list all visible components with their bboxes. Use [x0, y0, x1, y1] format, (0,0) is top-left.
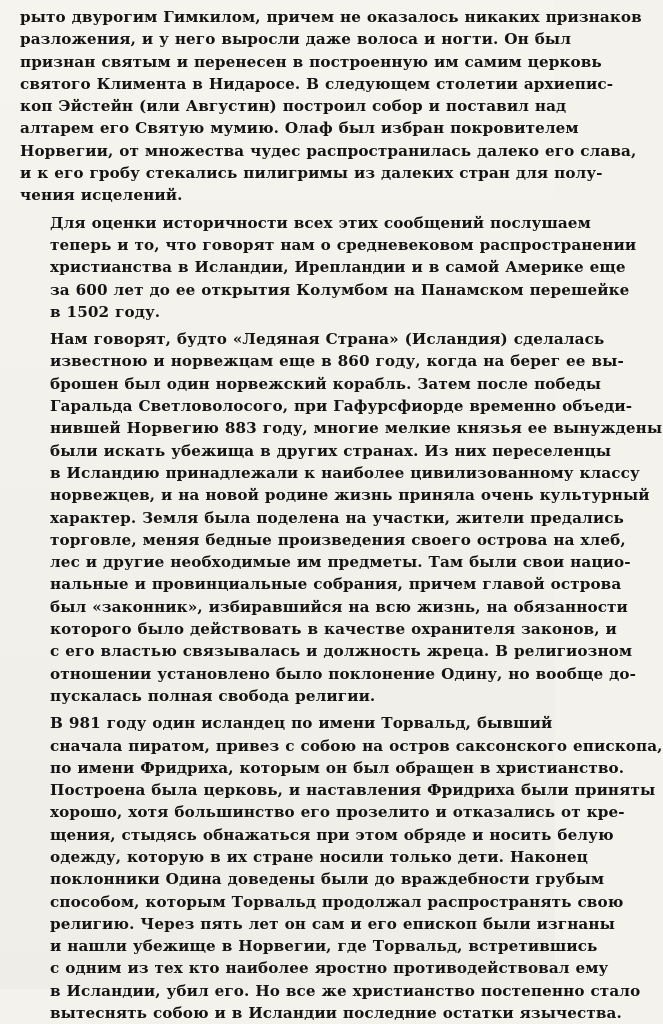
- text-line: щения, стыдясь обнажаться при этом обряде и носить белую: [50, 825, 614, 844]
- paragraph: [20, 212, 637, 323]
- text-line: рыто двурогим Гимкилом, причем не оказалось никаких признаков: [20, 8, 642, 26]
- text-line: алтарем его Святую мумию. Олаф был избран покровителем: [20, 119, 579, 138]
- text-line: с его властью связывалась и должность жреца. В религиозном: [50, 642, 633, 661]
- text-line: одежду, которую в их стране носили только дети. Наконец: [50, 847, 588, 866]
- text-line: в Исландии, убил его. Но все же христианство постепенно стало: [50, 981, 641, 1000]
- text-line: хорошо, хотя большинство его прозелито и отказались от кре-: [50, 803, 625, 822]
- text-line: религию. Через пять лет он сам и его епископ были изгнаны: [50, 914, 615, 933]
- text-line: Для оценки историчности всех этих сообщений послушаем: [50, 213, 591, 232]
- text-line: за 600 лет до ее открытия Колумбом на Панамском перешейке: [50, 280, 630, 299]
- text-line: пускалась полная свобода религии.: [50, 686, 376, 705]
- paragraph: [20, 328, 663, 707]
- text-line: вытеснять собою и в Исландии последние остатки язычества.: [50, 1004, 622, 1023]
- text-line: отношении установлено было поклонение Одину, но вообще до-: [50, 664, 637, 683]
- paragraph: [20, 6, 642, 207]
- text-line: нившей Норвегию 883 году, многие мелкие князья ее вынуждены: [50, 419, 663, 438]
- text-line: были искать убежища в других странах. Из них переселенцы: [50, 441, 612, 460]
- text-line: коп Эйстейн (или Августин) построил собор и поставил над: [20, 97, 567, 116]
- text-line: теперь и то, что говорят нам о средневековом распространении: [50, 235, 637, 254]
- text-line: и к его гробу стекались пилигримы из далеких стран для полу-: [20, 164, 603, 183]
- text-line: Построена была церковь, и наставления Фридриха были приняты: [50, 781, 656, 800]
- text-line: и нашли убежище в Норвегии, где Торвальд, встретившись: [50, 937, 598, 956]
- text-line: В 981 году один исландец по имени Торвальд, бывший: [50, 714, 553, 733]
- text-line: Гаральда Светловолосого, при Гафурсфиорде временно объеди-: [50, 397, 633, 416]
- text-line: разложения, и у него выросли даже волоса и ногти. Он был: [20, 30, 572, 49]
- text-line: по имени Фридриха, которым он был обращен в христианство.: [50, 758, 625, 777]
- text-line: сначала пиратом, привез с собою на остров саксонского епископа,: [50, 736, 663, 755]
- text-line: способом, которым Торвальд продолжал распространять свою: [50, 892, 624, 911]
- text-line: торговле, меняя бедные произведения своего острова на хлеб,: [50, 530, 626, 549]
- text-line: признан святым и перенесен в построенную им самим церковь: [20, 52, 602, 71]
- text-line: святого Климента в Нидаросе. В следующем столетии архиепис-: [20, 74, 614, 93]
- text-line: Нам говорят, будто «Ледяная Страна» (Исландия) сделалась: [50, 330, 605, 349]
- text-line: брошен был один норвежский корабль. Затем после победы: [50, 374, 602, 393]
- paragraph: [20, 712, 663, 1024]
- text-line: в 1502 году.: [50, 302, 161, 321]
- text-line: был «законник», избиравшийся на всю жизнь, на обязанности: [50, 597, 628, 616]
- text-line: христианства в Исландии, Ирепландии и в самой Америке еще: [50, 258, 626, 277]
- text-line: которого было действовать в качестве охранителя законов, и: [50, 620, 617, 639]
- text-line: чения исцелений.: [20, 186, 183, 205]
- text-line: норвежцев, и на новой родине жизнь приняла очень культурный: [50, 486, 650, 505]
- text-line: известною и норвежцам еще в 860 году, когда на берег ее вы-: [50, 352, 624, 371]
- text-line: лес и другие необходимые им предметы. Там были свои нацио-: [50, 553, 631, 572]
- text-line: с одним из тех кто наиболее яростно противодействовал ему: [50, 959, 609, 978]
- text-line: характер. Земля была поделена на участки, жители предались: [50, 508, 624, 527]
- text-line: нальные и провинциальные собрания, причем главой острова: [50, 575, 622, 594]
- text-line: в Исландию принадлежали к наиболее цивилизованному классу: [50, 463, 640, 482]
- text-line: Норвегии, от множества чудес распространилась далеко его слава,: [20, 141, 637, 160]
- text-body: [20, 6, 663, 1024]
- text-line: поклонники Одина доведены были до враждебности грубым: [50, 870, 605, 889]
